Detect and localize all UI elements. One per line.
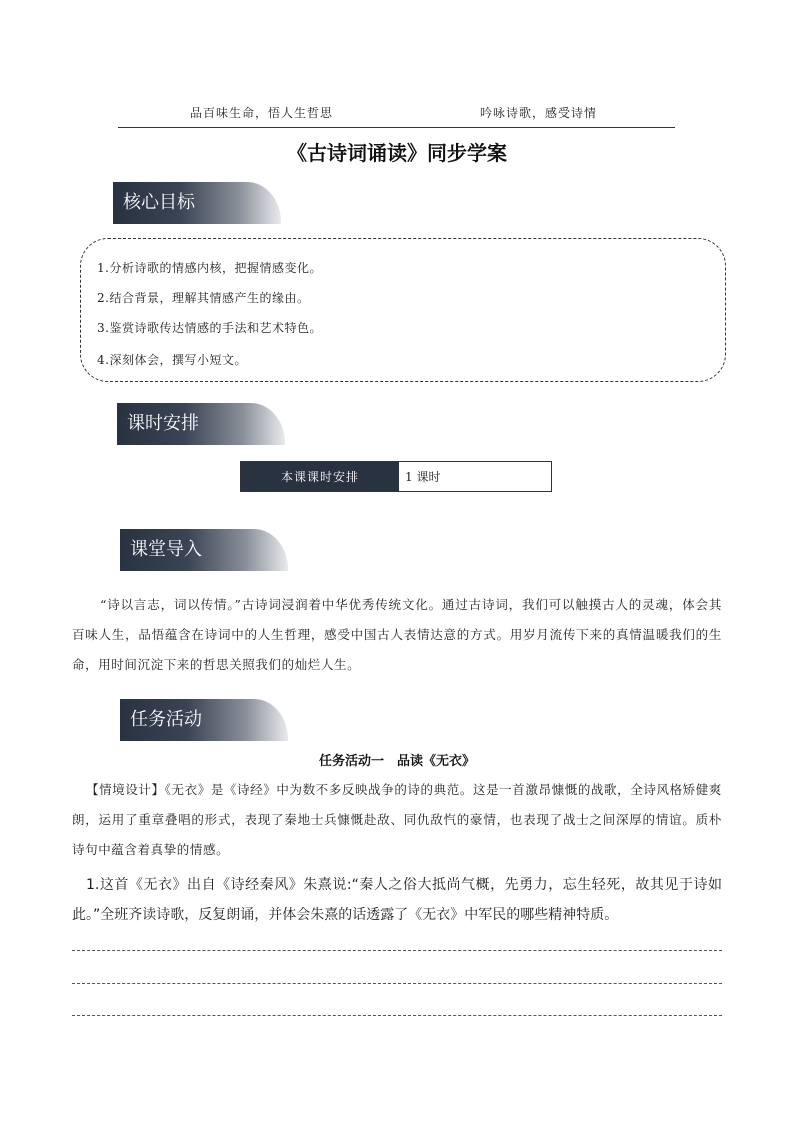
header-divider	[118, 127, 675, 128]
goal-item-3: 3.鉴赏诗歌传达情感的手法和艺术特色。	[97, 321, 322, 335]
task-question-1: 1.这首《无衣》出自《诗经秦风》朱熹说:“秦人之俗大抵尚气概，先勇力，忘生轻死，故其见于诗如此。”全班齐读诗歌，反复朗诵，并体会朱熹的话透露了《无衣》中军民的哪些精神特质。	[72, 877, 722, 923]
page-title: 《古诗词诵读》同步学案	[287, 141, 507, 165]
goal-item-2: 2.结合背景，理解其情感产生的缘由。	[97, 291, 310, 305]
section-heading-schedule: 课时安排	[117, 403, 285, 445]
goal-item-1: 1.分析诗歌的情感内核，把握情感变化。	[97, 261, 322, 275]
goals-box	[80, 238, 726, 382]
task-subtitle: 任务活动一 品读《无衣》	[318, 754, 475, 769]
section-heading-goals: 核心目标	[113, 182, 281, 224]
intro-paragraph: “诗以言志，词以传情。”古诗词浸润着中华优秀传统文化。通过古诗词，我们可以触摸古人的灵魂，体会其百味人生，品悟蕴含在诗词中的人生哲理，感受中国古人表情达意的方式。用岁月流传下来的真情温暖我们的生命，用时间沉淀下来的哲思关照我们的灿烂人生。	[72, 597, 722, 672]
section-heading-tasks: 任务活动	[120, 699, 288, 741]
task-situation-paragraph: 【情境设计】《无衣》是《诗经》中为数不多反映战争的诗的典范。这是一首激昂慷慨的战歌，全诗风格矫健爽朗，运用了重章叠唱的形式，表现了秦地士兵慷慨赴敌、同仇敌忾的豪情，也表现了战士之间深厚的情谊。质朴诗句中蕴含着真挚的情感。	[72, 782, 722, 857]
schedule-label: 本课课时安排	[241, 462, 399, 491]
answer-line-1[interactable]	[72, 950, 722, 951]
schedule-table	[240, 461, 552, 492]
header-slogan-left: 品百味生命，悟人生哲思	[190, 106, 334, 120]
answer-line-2[interactable]	[72, 983, 722, 984]
goal-item-4: 4.深刻体会，撰写小短文。	[97, 353, 247, 367]
schedule-value: 1 课时	[405, 470, 441, 484]
section-heading-intro: 课堂导入	[120, 529, 288, 571]
answer-line-3[interactable]	[72, 1015, 722, 1016]
header-slogan-right: 吟咏诗歌，感受诗情	[480, 106, 598, 120]
